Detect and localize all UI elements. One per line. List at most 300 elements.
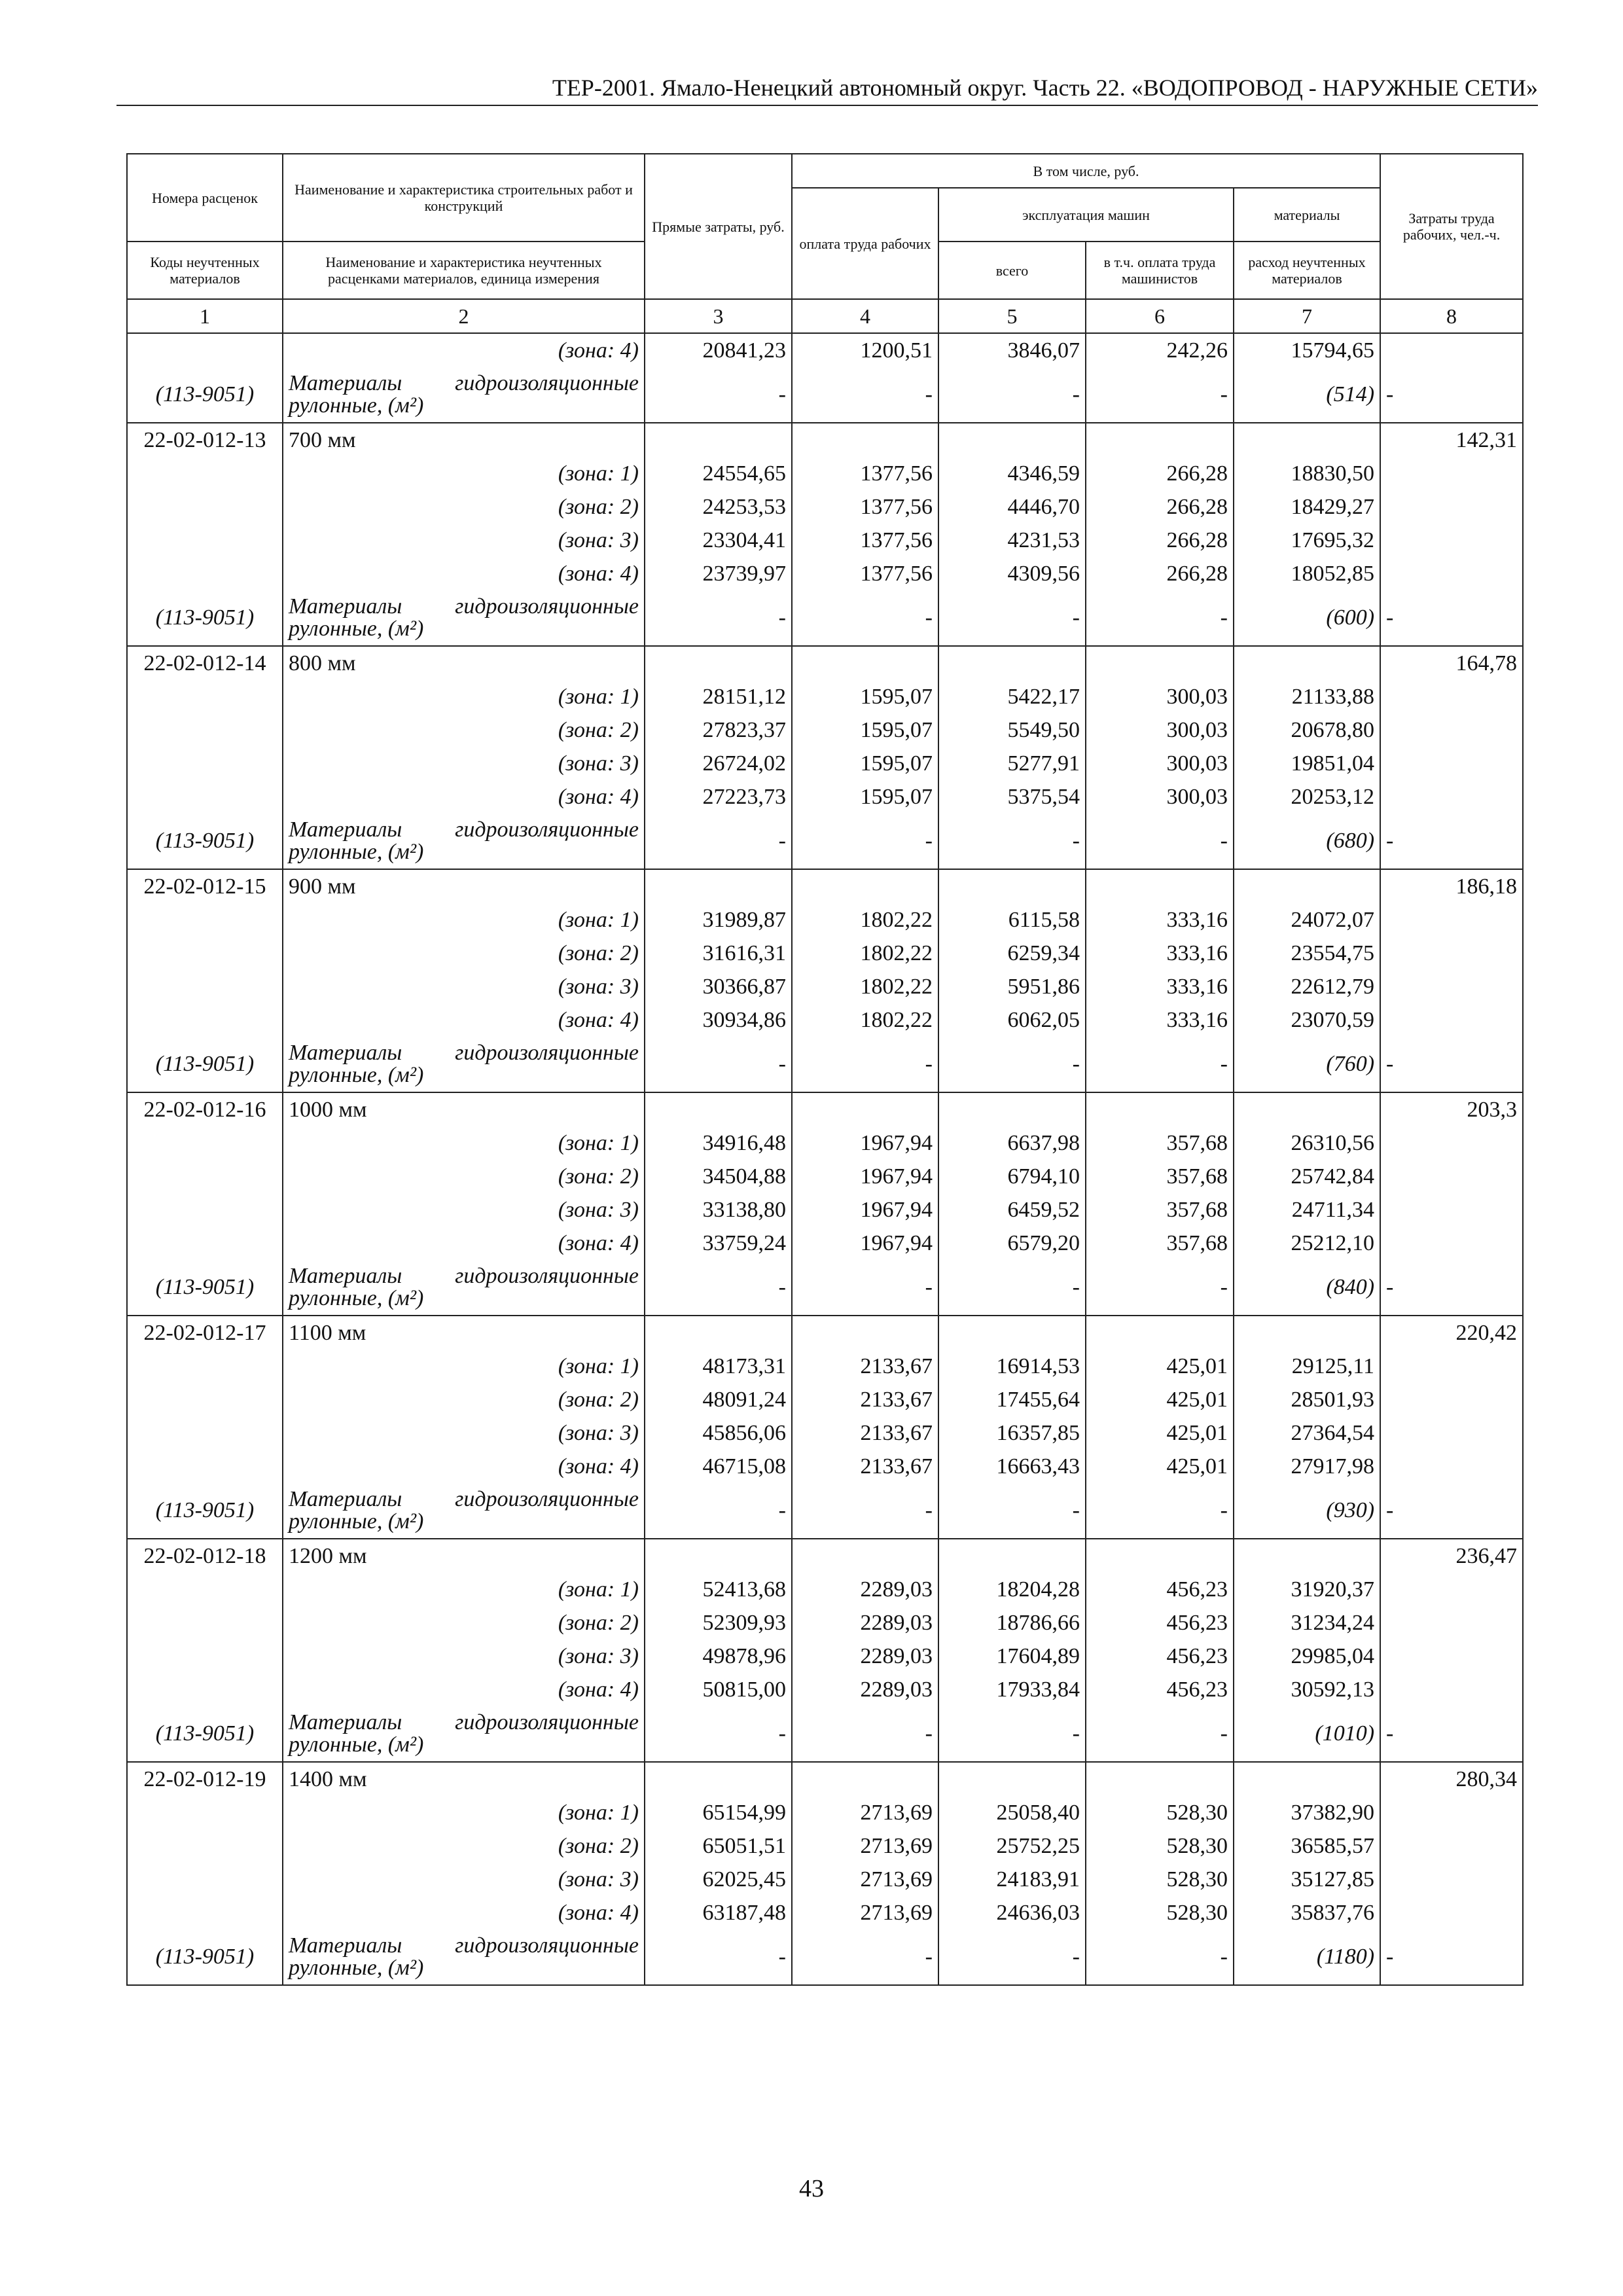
machinist-pay-value: 300,03 <box>1086 680 1234 713</box>
machines-value: 25752,25 <box>938 1829 1086 1863</box>
materials-value: 27364,54 <box>1234 1416 1380 1450</box>
direct-costs-value: 65154,99 <box>645 1796 792 1829</box>
empty-cell <box>127 1640 283 1673</box>
materials-value: 37382,90 <box>1234 1796 1380 1829</box>
material-name-text: Материалы гидроизоляционные рулонные, (м²) <box>289 1041 639 1087</box>
zone-label: (зона: 1) <box>283 903 645 937</box>
machinist-pay-value: 300,03 <box>1086 747 1234 780</box>
empty-cell <box>1380 1673 1523 1706</box>
dash-value: - <box>938 1037 1086 1092</box>
rate-code: 22-02-012-13 <box>127 423 283 457</box>
rate-name: 1000 мм <box>283 1092 645 1126</box>
empty-cell <box>1380 1383 1523 1416</box>
rate-name: 800 мм <box>283 646 645 680</box>
header-material-codes: Коды неучтенных материалов <box>127 242 283 299</box>
direct-costs-value: 20841,23 <box>645 333 792 367</box>
materials-value: 19851,04 <box>1234 747 1380 780</box>
zone-label: (зона: 2) <box>283 1829 645 1863</box>
machinist-pay-value: 266,28 <box>1086 524 1234 557</box>
zone-row <box>127 1829 1523 1863</box>
empty-cell <box>1380 1193 1523 1227</box>
labor-pay-value: 1967,94 <box>792 1193 938 1227</box>
zone-row <box>127 1896 1523 1929</box>
dash-value: - <box>1380 1929 1523 1985</box>
machinist-pay-value: 425,01 <box>1086 1450 1234 1483</box>
empty-cell <box>792 1092 938 1126</box>
material-code: (113-9051) <box>127 814 283 869</box>
machinist-pay-value: 456,23 <box>1086 1673 1234 1706</box>
zone-label: (зона: 4) <box>283 557 645 590</box>
machines-value: 16663,43 <box>938 1450 1086 1483</box>
header-machines-total: всего <box>938 242 1086 299</box>
empty-cell <box>1380 1227 1523 1260</box>
labor-pay-value: 2133,67 <box>792 1416 938 1450</box>
material-row <box>127 1706 1523 1762</box>
machines-value: 6459,52 <box>938 1193 1086 1227</box>
machinist-pay-value: 357,68 <box>1086 1126 1234 1160</box>
empty-cell <box>1380 713 1523 747</box>
zone-row <box>127 680 1523 713</box>
zone-label: (зона: 2) <box>283 1606 645 1640</box>
labor-pay-value: 1802,22 <box>792 970 938 1003</box>
labor-pay-value: 1595,07 <box>792 713 938 747</box>
machinist-pay-value: 456,23 <box>1086 1640 1234 1673</box>
zone-label: (зона: 4) <box>283 333 645 367</box>
machines-value: 16914,53 <box>938 1350 1086 1383</box>
materials-value: 29985,04 <box>1234 1640 1380 1673</box>
direct-costs-value: 48173,31 <box>645 1350 792 1383</box>
labor-hours-value: 203,3 <box>1380 1092 1523 1126</box>
machinist-pay-value: 528,30 <box>1086 1863 1234 1896</box>
material-code: (113-9051) <box>127 1260 283 1316</box>
direct-costs-value: 33759,24 <box>645 1227 792 1260</box>
header-work-name: Наименование и характеристика строительных работ и конструкций <box>283 154 645 242</box>
material-name-text: Материалы гидроизоляционные рулонные, (м²) <box>289 594 639 641</box>
empty-cell <box>1234 1762 1380 1796</box>
empty-cell <box>1086 869 1234 903</box>
column-number: 6 <box>1086 299 1234 333</box>
zone-row <box>127 970 1523 1003</box>
empty-cell <box>1380 1829 1523 1863</box>
machinist-pay-value: 333,16 <box>1086 937 1234 970</box>
material-name-text: Материалы гидроизоляционные рулонные, (м²) <box>289 1487 639 1534</box>
dash-value: - <box>1086 1929 1234 1985</box>
materials-value: 23070,59 <box>1234 1003 1380 1037</box>
zone-label: (зона: 3) <box>283 970 645 1003</box>
empty-cell <box>938 1316 1086 1350</box>
rate-code: 22-02-012-14 <box>127 646 283 680</box>
rate-row <box>127 1316 1523 1350</box>
material-quantity: (840) <box>1234 1260 1380 1316</box>
zone-row <box>127 1160 1523 1193</box>
empty-cell <box>1380 333 1523 367</box>
empty-cell <box>127 1450 283 1483</box>
machines-value: 6794,10 <box>938 1160 1086 1193</box>
materials-value: 18052,85 <box>1234 557 1380 590</box>
labor-pay-value: 1377,56 <box>792 457 938 490</box>
empty-cell <box>127 333 283 367</box>
labor-hours-value: 220,42 <box>1380 1316 1523 1350</box>
rate-code: 22-02-012-18 <box>127 1539 283 1573</box>
column-number: 4 <box>792 299 938 333</box>
machines-value: 18204,28 <box>938 1573 1086 1606</box>
header-including: В том числе, руб. <box>792 154 1380 188</box>
empty-cell <box>127 680 283 713</box>
machinist-pay-value: 300,03 <box>1086 780 1234 814</box>
zone-label: (зона: 3) <box>283 747 645 780</box>
direct-costs-value: 46715,08 <box>645 1450 792 1483</box>
dash-value: - <box>1086 814 1234 869</box>
dash-value: - <box>938 1260 1086 1316</box>
column-number: 2 <box>283 299 645 333</box>
material-code: (113-9051) <box>127 590 283 646</box>
empty-cell <box>1380 557 1523 590</box>
machinist-pay-value: 528,30 <box>1086 1796 1234 1829</box>
empty-cell <box>645 1092 792 1126</box>
material-name <box>283 1706 645 1762</box>
machinist-pay-value: 456,23 <box>1086 1573 1234 1606</box>
column-number: 7 <box>1234 299 1380 333</box>
machinist-pay-value: 425,01 <box>1086 1383 1234 1416</box>
material-quantity: (600) <box>1234 590 1380 646</box>
dash-value: - <box>1380 814 1523 869</box>
direct-costs-value: 52413,68 <box>645 1573 792 1606</box>
empty-cell <box>1086 1539 1234 1573</box>
machinist-pay-value: 333,16 <box>1086 1003 1234 1037</box>
empty-cell <box>1380 747 1523 780</box>
dash-value: - <box>792 1706 938 1762</box>
labor-pay-value: 1595,07 <box>792 780 938 814</box>
header-rate-number: Номера расценок <box>127 154 283 242</box>
empty-cell <box>1380 903 1523 937</box>
labor-pay-value: 2133,67 <box>792 1450 938 1483</box>
table-body <box>127 333 1523 1985</box>
labor-pay-value: 1377,56 <box>792 524 938 557</box>
header-material-names: Наименование и характеристика неучтенных расценками материалов, единица измерения <box>283 242 645 299</box>
empty-cell <box>1380 970 1523 1003</box>
rate-name: 900 мм <box>283 869 645 903</box>
labor-hours-value: 236,47 <box>1380 1539 1523 1573</box>
materials-value: 35127,85 <box>1234 1863 1380 1896</box>
dash-value: - <box>938 590 1086 646</box>
labor-pay-value: 2289,03 <box>792 1573 938 1606</box>
machines-value: 18786,66 <box>938 1606 1086 1640</box>
empty-cell <box>938 1092 1086 1126</box>
rate-name: 1100 мм <box>283 1316 645 1350</box>
empty-cell <box>1380 490 1523 524</box>
material-name-text: Материалы гидроизоляционные рулонные, (м²) <box>289 1264 639 1310</box>
empty-cell <box>127 1350 283 1383</box>
empty-cell <box>1380 1416 1523 1450</box>
zone-label: (зона: 2) <box>283 490 645 524</box>
machines-value: 25058,40 <box>938 1796 1086 1829</box>
empty-cell <box>1380 937 1523 970</box>
zone-label: (зона: 1) <box>283 680 645 713</box>
labor-pay-value: 2289,03 <box>792 1640 938 1673</box>
zone-row <box>127 1003 1523 1037</box>
materials-value: 28501,93 <box>1234 1383 1380 1416</box>
labor-pay-value: 2289,03 <box>792 1606 938 1640</box>
material-quantity: (680) <box>1234 814 1380 869</box>
materials-value: 27917,98 <box>1234 1450 1380 1483</box>
rate-code: 22-02-012-15 <box>127 869 283 903</box>
material-name <box>283 590 645 646</box>
materials-value: 18830,50 <box>1234 457 1380 490</box>
empty-cell <box>1380 1606 1523 1640</box>
empty-cell <box>645 646 792 680</box>
zone-label: (зона: 4) <box>283 780 645 814</box>
empty-cell <box>792 1316 938 1350</box>
empty-cell <box>127 1829 283 1863</box>
zone-row <box>127 557 1523 590</box>
empty-cell <box>127 1126 283 1160</box>
material-row <box>127 814 1523 869</box>
direct-costs-value: 33138,80 <box>645 1193 792 1227</box>
zone-label: (зона: 4) <box>283 1450 645 1483</box>
empty-cell <box>1380 680 1523 713</box>
zone-row <box>127 937 1523 970</box>
empty-cell <box>645 1316 792 1350</box>
labor-pay-value: 2133,67 <box>792 1383 938 1416</box>
machinist-pay-value: 266,28 <box>1086 457 1234 490</box>
material-name <box>283 814 645 869</box>
zone-row <box>127 1606 1523 1640</box>
rate-row <box>127 1092 1523 1126</box>
dash-value: - <box>1380 1260 1523 1316</box>
labor-pay-value: 1802,22 <box>792 903 938 937</box>
machines-value: 3846,07 <box>938 333 1086 367</box>
dash-value: - <box>938 1706 1086 1762</box>
labor-pay-value: 1595,07 <box>792 680 938 713</box>
materials-value: 20678,80 <box>1234 713 1380 747</box>
dash-value: - <box>938 814 1086 869</box>
empty-cell <box>1086 423 1234 457</box>
machinist-pay-value: 425,01 <box>1086 1350 1234 1383</box>
dash-value: - <box>1086 1706 1234 1762</box>
empty-cell <box>1380 457 1523 490</box>
rate-row <box>127 1762 1523 1796</box>
zone-label: (зона: 3) <box>283 524 645 557</box>
dash-value: - <box>1380 1706 1523 1762</box>
materials-value: 15794,65 <box>1234 333 1380 367</box>
empty-cell <box>1086 1762 1234 1796</box>
material-row <box>127 590 1523 646</box>
direct-costs-value: 30366,87 <box>645 970 792 1003</box>
dash-value: - <box>938 1929 1086 1985</box>
zone-label: (зона: 3) <box>283 1640 645 1673</box>
material-name-text: Материалы гидроизоляционные рулонные, (м²) <box>289 371 639 418</box>
labor-pay-value: 1802,22 <box>792 1003 938 1037</box>
dash-value: - <box>792 814 938 869</box>
direct-costs-value: 34916,48 <box>645 1126 792 1160</box>
machinist-pay-value: 333,16 <box>1086 970 1234 1003</box>
empty-cell <box>792 423 938 457</box>
direct-costs-value: 23304,41 <box>645 524 792 557</box>
materials-value: 20253,12 <box>1234 780 1380 814</box>
dash-value: - <box>645 814 792 869</box>
rate-name: 1400 мм <box>283 1762 645 1796</box>
labor-hours-value: 186,18 <box>1380 869 1523 903</box>
machinist-pay-value: 528,30 <box>1086 1896 1234 1929</box>
machines-value: 17933,84 <box>938 1673 1086 1706</box>
material-code: (113-9051) <box>127 1706 283 1762</box>
direct-costs-value: 26724,02 <box>645 747 792 780</box>
dash-value: - <box>645 1260 792 1316</box>
header-labor-pay: оплата труда рабочих <box>792 188 938 299</box>
empty-cell <box>127 1573 283 1606</box>
empty-cell <box>938 423 1086 457</box>
column-number-row <box>127 299 1523 333</box>
material-name-text: Материалы гидроизоляционные рулонные, (м²) <box>289 817 639 864</box>
header-materials-consumption: расход неучтенных материалов <box>1234 242 1380 299</box>
empty-cell <box>127 970 283 1003</box>
direct-costs-value: 49878,96 <box>645 1640 792 1673</box>
dash-value: - <box>645 1706 792 1762</box>
empty-cell <box>645 423 792 457</box>
labor-hours-value: 142,31 <box>1380 423 1523 457</box>
empty-cell <box>127 747 283 780</box>
materials-value: 24711,34 <box>1234 1193 1380 1227</box>
labor-pay-value: 1377,56 <box>792 490 938 524</box>
empty-cell <box>127 1673 283 1706</box>
labor-pay-value: 1967,94 <box>792 1227 938 1260</box>
materials-value: 18429,27 <box>1234 490 1380 524</box>
zone-label: (зона: 1) <box>283 1350 645 1383</box>
empty-cell <box>127 1003 283 1037</box>
header-machines: эксплуатация машин <box>938 188 1234 242</box>
dash-value: - <box>1086 367 1234 423</box>
zone-label: (зона: 2) <box>283 937 645 970</box>
rate-row <box>127 423 1523 457</box>
material-name-text: Материалы гидроизоляционные рулонные, (м²) <box>289 1710 639 1757</box>
empty-cell <box>1086 646 1234 680</box>
empty-cell <box>127 713 283 747</box>
material-row <box>127 1260 1523 1316</box>
labor-hours-value: 280,34 <box>1380 1762 1523 1796</box>
empty-cell <box>1380 1160 1523 1193</box>
direct-costs-value: 24554,65 <box>645 457 792 490</box>
empty-cell <box>792 869 938 903</box>
rate-row <box>127 869 1523 903</box>
empty-cell <box>1234 646 1380 680</box>
empty-cell <box>1380 1003 1523 1037</box>
direct-costs-value: 31989,87 <box>645 903 792 937</box>
empty-cell <box>938 869 1086 903</box>
machinist-pay-value: 357,68 <box>1086 1227 1234 1260</box>
rate-code: 22-02-012-17 <box>127 1316 283 1350</box>
empty-cell <box>127 1796 283 1829</box>
dash-value: - <box>645 367 792 423</box>
materials-value: 21133,88 <box>1234 680 1380 713</box>
material-row <box>127 367 1523 423</box>
dash-value: - <box>792 367 938 423</box>
zone-row <box>127 1796 1523 1829</box>
empty-cell <box>1380 1450 1523 1483</box>
labor-hours-value: 164,78 <box>1380 646 1523 680</box>
dash-value: - <box>1380 1037 1523 1092</box>
dash-value: - <box>792 1483 938 1539</box>
labor-pay-value: 2133,67 <box>792 1350 938 1383</box>
materials-value: 22612,79 <box>1234 970 1380 1003</box>
empty-cell <box>645 1762 792 1796</box>
dash-value: - <box>1380 590 1523 646</box>
zone-label: (зона: 4) <box>283 1896 645 1929</box>
zone-row <box>127 1193 1523 1227</box>
zone-row <box>127 457 1523 490</box>
materials-value: 24072,07 <box>1234 903 1380 937</box>
empty-cell <box>127 1227 283 1260</box>
zone-row <box>127 1350 1523 1383</box>
direct-costs-value: 24253,53 <box>645 490 792 524</box>
labor-pay-value: 1802,22 <box>792 937 938 970</box>
direct-costs-value: 28151,12 <box>645 680 792 713</box>
machines-value: 17604,89 <box>938 1640 1086 1673</box>
dash-value: - <box>1086 590 1234 646</box>
zone-label: (зона: 1) <box>283 1796 645 1829</box>
dash-value: - <box>645 1483 792 1539</box>
material-name <box>283 1260 645 1316</box>
material-name <box>283 1929 645 1985</box>
dash-value: - <box>1086 1037 1234 1092</box>
empty-cell <box>127 937 283 970</box>
material-quantity: (1010) <box>1234 1706 1380 1762</box>
dash-value: - <box>792 590 938 646</box>
material-code: (113-9051) <box>127 367 283 423</box>
zone-row <box>127 1227 1523 1260</box>
dash-value: - <box>645 1929 792 1985</box>
empty-cell <box>1380 1640 1523 1673</box>
labor-pay-value: 2289,03 <box>792 1673 938 1706</box>
machines-value: 6579,20 <box>938 1227 1086 1260</box>
materials-value: 26310,56 <box>1234 1126 1380 1160</box>
direct-costs-value: 34504,88 <box>645 1160 792 1193</box>
page-number: 43 <box>799 2175 824 2202</box>
direct-costs-value: 27823,37 <box>645 713 792 747</box>
empty-cell <box>127 1160 283 1193</box>
material-row <box>127 1037 1523 1092</box>
running-header: ТЕР-2001. Ямало-Ненецкий автономный округ. Часть 22. «ВОДОПРОВОД - НАРУЖНЫЕ СЕТИ» <box>552 75 1538 101</box>
zone-label: (зона: 3) <box>283 1416 645 1450</box>
column-number: 8 <box>1380 299 1523 333</box>
rate-name: 1200 мм <box>283 1539 645 1573</box>
direct-costs-value: 48091,24 <box>645 1383 792 1416</box>
material-code: (113-9051) <box>127 1483 283 1539</box>
empty-cell <box>127 1606 283 1640</box>
machines-value: 6259,34 <box>938 937 1086 970</box>
materials-value: 17695,32 <box>1234 524 1380 557</box>
column-number: 3 <box>645 299 792 333</box>
zone-label: (зона: 3) <box>283 1863 645 1896</box>
rate-code: 22-02-012-16 <box>127 1092 283 1126</box>
rate-code: 22-02-012-19 <box>127 1762 283 1796</box>
empty-cell <box>1380 1573 1523 1606</box>
machines-value: 24183,91 <box>938 1863 1086 1896</box>
material-name <box>283 1037 645 1092</box>
empty-cell <box>1380 1126 1523 1160</box>
direct-costs-value: 52309,93 <box>645 1606 792 1640</box>
empty-cell <box>127 1416 283 1450</box>
materials-value: 35837,76 <box>1234 1896 1380 1929</box>
zone-row <box>127 1126 1523 1160</box>
machines-value: 24636,03 <box>938 1896 1086 1929</box>
zone-label: (зона: 1) <box>283 1573 645 1606</box>
material-quantity: (760) <box>1234 1037 1380 1092</box>
machines-value: 4346,59 <box>938 457 1086 490</box>
machinist-pay-value: 333,16 <box>1086 903 1234 937</box>
empty-cell <box>1086 1316 1234 1350</box>
machines-value: 4231,53 <box>938 524 1086 557</box>
empty-cell <box>1234 1539 1380 1573</box>
